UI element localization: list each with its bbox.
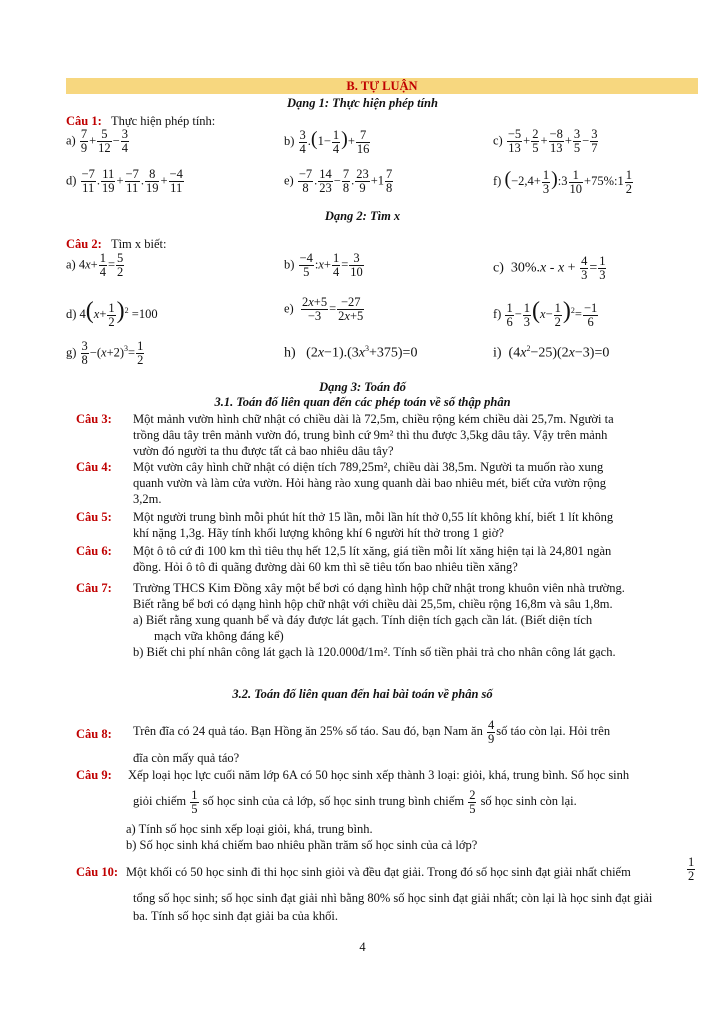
cau2-h: h) $(2x-1).(3x^3+375)=0$ <box>284 344 418 361</box>
cau1-label: Câu 1: <box>66 114 102 128</box>
cau9-text: số học sinh của cả lớp, số học sinh trung bình chiếm <box>202 794 465 808</box>
cau9-line2: giỏi chiếm $\frac{1}{5}$ số học sinh của cả lớp, số học sinh trung bình chiếm $\frac{2}{5}$ số học sinh còn lại. <box>133 787 577 816</box>
page-number: 4 <box>359 940 366 954</box>
cau9-part-a: a) Tính số học sinh xếp loại giỏi, khá, trung bình. <box>126 822 373 836</box>
cau10-fraction: $\frac{1}{2}$ <box>688 855 695 883</box>
cau7-line: Trường THCS Kim Đồng xây một bể bơi có dạng hình hộp chữ nhật trong khuôn viên nhà trường. <box>133 581 625 595</box>
cau2-label: Câu 2: <box>66 237 102 251</box>
cau8-line-end: số táo còn lại. Hỏi trên <box>496 724 611 738</box>
cau1-a: a) $\frac{7}{9}$ + $\frac{5}{12}$ − $\frac{3}{4}$ <box>66 127 128 155</box>
cau2-g: g) $\frac{3}{8}$ $-(x+2)^3=$ $\frac{1}{2}$ <box>66 339 144 367</box>
cau8-label: Câu 8: <box>76 727 112 741</box>
cau6-line: đồng. Hỏi ô tô đi quãng đường dài 60 km thì sẽ tiêu tốn bao nhiêu tiền xăng? <box>133 560 518 574</box>
cau5-body <box>133 509 698 541</box>
cau3-label: Câu 3: <box>76 412 112 426</box>
cau10-line2: tổng số học sinh; số học sinh đạt giải nhì bằng 80% số học sinh đạt giải nhất; còn lại là học sinh đạt giải <box>133 891 653 905</box>
cau10-line3: ba. Tính số học sinh đạt giải ba của khối. <box>133 909 338 923</box>
cau7-line: Biết rằng bể bơi có dạng hình hộp chữ nhật với chiều dài 25,5m, chiều rộng 16,8m và sâu 1,8m. <box>133 597 613 611</box>
cau2 <box>66 236 167 252</box>
cau2-i: i) $(4x^2-25)(2x-3)=0$ <box>493 344 610 361</box>
cau9-line1: Xếp loại học lực cuối năm lớp 6A có 50 học sinh xếp thành 3 loại: giỏi, khá, trung bình. Số học sinh <box>128 768 630 782</box>
cau2-f: f) $\frac{1}{6}$ − $\frac{1}{3}$ (x− $\frac{1}{2}$ )$^2$= $\frac{-1}{6}$ <box>493 298 598 329</box>
cau1-f: f) (−2,4+ $\frac{1}{3}$ ):3 $\frac{1}{10}$ +75%:1 $\frac{1}{2}$ <box>493 167 632 196</box>
cau9-text: giỏi chiếm <box>133 794 187 808</box>
cau9-part-b: b) Số học sinh khá chiếm bao nhiêu phần trăm số học sinh của cả lớp? <box>126 838 478 852</box>
cau7-label: Câu 7: <box>76 581 112 595</box>
cau2-e: e) $\frac{2x+5}{-3}$ = $\frac{-27}{2x+5}$ <box>284 295 364 323</box>
cau1-d: d) $\frac{-7}{11}$ . $\frac{11}{19}$ + $\frac{-7}{11}$ . $\frac{8}{19}$ + $\frac{-4}{11}$ <box>66 167 183 195</box>
cau8-line2: đĩa còn mấy quả táo? <box>133 751 240 765</box>
cau2-b: b) $\frac{-4}{5}$ :x+ $\frac{1}{4}$ = $\frac{3}{10}$ <box>284 251 363 279</box>
cau1-b: b) $\frac{3}{4}$ .(1− $\frac{1}{4}$ )+ $\frac{7}{16}$ <box>284 127 370 156</box>
cau2-c: c) 30%.x - x + $\frac{4}{3}$ = $\frac{1}{3}$ <box>493 254 606 282</box>
cau1 <box>66 113 215 129</box>
cau5-line: Một người trung bình mỗi phút hít thở 15 lần, mỗi lần hít thở 0,55 lít không khí, biết 1 lít không <box>133 510 614 524</box>
section-3-1: 3.1. Toán đố liên quan đến các phép toán về số thập phân <box>214 395 511 409</box>
cau2-text: Tìm x biết: <box>110 237 167 251</box>
cau9-text: số học sinh còn lại. <box>480 794 577 808</box>
cau7-part-a: a) Biết rằng xung quanh bể và đáy được lát gạch. Tính diện tích gạch cần lát. (Biết diện tích <box>133 613 593 627</box>
dang3-heading: Dạng 3: Toán đố <box>319 380 406 394</box>
cau3-line: Một mảnh vườn hình chữ nhật có chiều dài là 72,5m, chiều rộng kém chiều dài 25,7m. Người ta <box>133 412 614 426</box>
cau7-body <box>133 580 698 660</box>
cau5-line: khí nặng 1,3g. Hãy tính khối lượng không khí 6 người hít thở trong 1 giờ? <box>133 526 504 540</box>
cau6-line: Một ô tô cứ đi 100 km thì tiêu thụ hết 12,5 lít xăng, giá tiền mỗi lít xăng hiện tại là 24,801 ngàn <box>133 544 612 558</box>
cau7-part-a-cont: mạch vữa không đáng kể) <box>154 629 284 643</box>
cau4-line: quanh vườn và làm cửa vườn. Hỏi hàng rào xung quanh dài bao nhiêu mét, biết cửa vườn rộng <box>133 476 607 490</box>
cau8-body: Trên đĩa có 24 quả táo. Bạn Hồng ăn 25% số táo. Sau đó, bạn Nam ăn $\frac{4}{9}$ số táo còn lại. Hỏi trên <box>133 717 611 746</box>
cau1-text: Thực hiện phép tính: <box>110 114 216 128</box>
cau8-line: Trên đĩa có 24 quả táo. Bạn Hồng ăn 25% số táo. Sau đó, bạn Nam ăn <box>133 724 483 738</box>
cau5-label: Câu 5: <box>76 510 112 524</box>
cau4-line: 3,2m. <box>133 492 162 506</box>
cau10-line1: Một khối có 50 học sinh đi thi học sinh giỏi và đều đạt giải. Trong đó số học sinh đạt giải nhất chiếm <box>126 865 631 879</box>
cau4-label: Câu 4: <box>76 460 112 474</box>
cau1-e: e) $\frac{-7}{8}$ . $\frac{14}{23}$ − $\frac{7}{8}$ . $\frac{23}{9}$ +1 $\frac{7}{8}$ <box>284 167 393 195</box>
cau4-body <box>133 459 698 507</box>
cau9-label: Câu 9: <box>76 768 112 782</box>
cau3-body <box>133 411 698 459</box>
cau6-label: Câu 6: <box>76 544 112 558</box>
cau2-d: d) 4(x+ $\frac{1}{2}$ )$^2$ =100 <box>66 298 158 329</box>
cau6-body <box>133 543 698 575</box>
cau3-line: trồng dâu tây trên mảnh vườn đó, trung bình cứ 9m² thì thu được 3,5kg dâu tây. Vậy trên mảnh <box>133 428 608 442</box>
cau1-c: c) $\frac{-5}{13}$ + $\frac{2}{5}$ + $\frac{-8}{13}$ + $\frac{3}{5}$ − $\frac{3}{7}$ <box>493 127 598 155</box>
cau10-label: Câu 10: <box>76 865 119 879</box>
cau4-line: Một vườn cây hình chữ nhật có diện tích 789,25m², chiều dài 38,5m. Người ta muốn rào xung <box>133 460 604 474</box>
cau2-a: a) 4x+ $\frac{1}{4}$ = $\frac{5}{2}$ <box>66 251 124 279</box>
section-title: B. TỰ LUẬN <box>66 78 698 94</box>
cau3-line: vườn đó người ta thu được tất cả bao nhiêu dâu tây? <box>133 444 394 458</box>
cau7-part-b: b) Biết chi phí nhân công lát gạch là 120.000đ/1m². Tính số tiền phải trả cho nhân công lát gạch. <box>133 645 616 659</box>
dang1-heading: Dạng 1: Thực hiện phép tính <box>287 96 438 110</box>
section-3-2: 3.2. Toán đố liên quan đến hai bài toán về phân số <box>232 687 493 701</box>
dang2-heading: Dạng 2: Tìm x <box>324 209 401 223</box>
